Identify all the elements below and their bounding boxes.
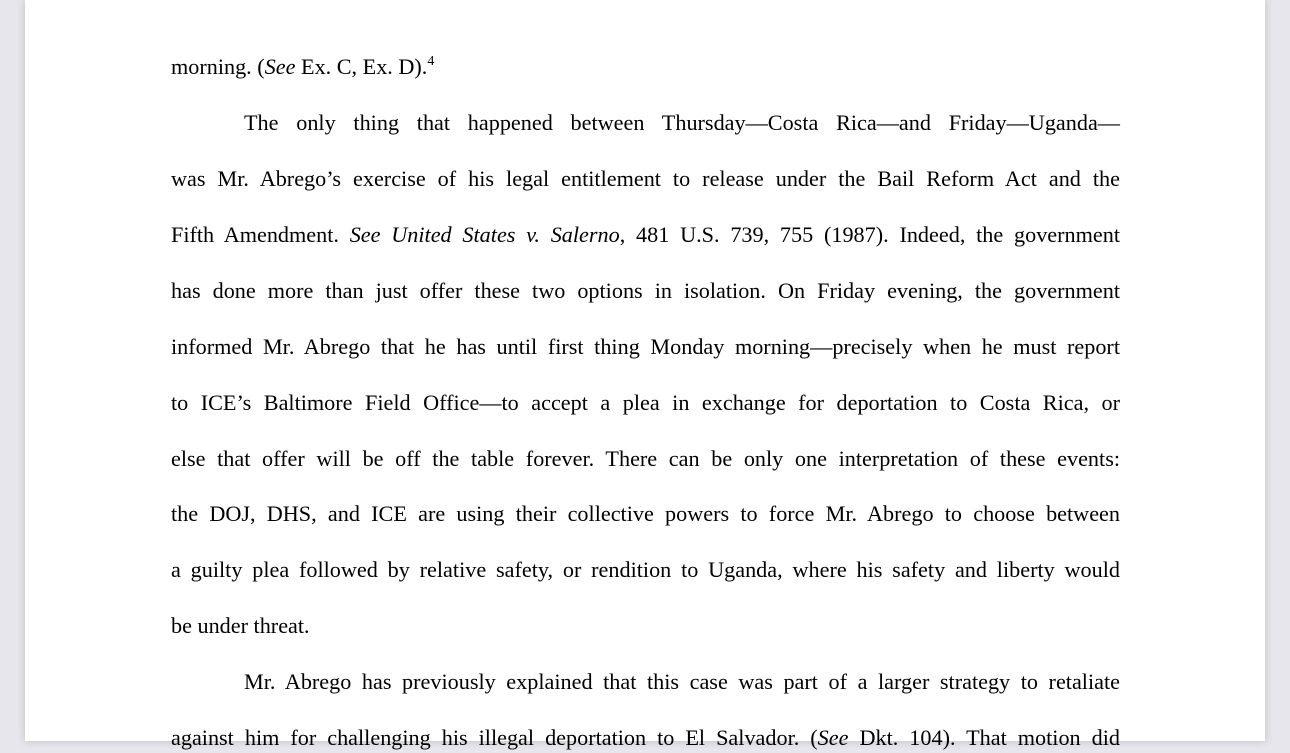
text-line: a guilty plea followed by relative safety, or rendition to Uganda, where his safety and liberty would: [171, 557, 1120, 582]
text-line: to ICE’s Baltimore Field Office—to accept a plea in exchange for deportation to Costa Rica, or: [171, 390, 1120, 415]
text-line: else that offer will be off the table forever. There can be only one interpretation of these events:: [171, 446, 1120, 471]
case-citation: See United States v. Salerno: [349, 222, 620, 247]
paragraph-first-line: Mr. Abrego has previously explained that this case was part of a larger strategy to retaliate: [244, 669, 1120, 694]
paragraph-first-line: The only thing that happened between Thursday—Costa Rica—and Friday—Uganda—: [244, 110, 1120, 135]
document-page: [25, 0, 1265, 750]
paragraph-last-line: be under threat.: [171, 613, 310, 638]
text-line: has done more than just offer these two options in isolation. On Friday evening, the government: [171, 278, 1120, 303]
text-line: against him for challenging his illegal deportation to El Salvador. (See Dkt. 104). That motion did: [171, 725, 1120, 750]
footnote-marker[interactable]: 4: [427, 54, 435, 69]
text-line: informed Mr. Abrego that he has until first thing Monday morning—precisely when he must report: [171, 334, 1120, 359]
text-line: the DOJ, DHS, and ICE are using their collective powers to force Mr. Abrego to choose between: [171, 501, 1120, 526]
text-line: was Mr. Abrego’s exercise of his legal entitlement to release under the Bail Reform Act and the: [171, 166, 1120, 191]
text-line: Fifth Amendment. See United States v. Salerno, 481 U.S. 739, 755 (1987). Indeed, the government: [171, 222, 1120, 247]
text-line: morning. (See Ex. C, Ex. D).$^4$: [171, 54, 435, 79]
